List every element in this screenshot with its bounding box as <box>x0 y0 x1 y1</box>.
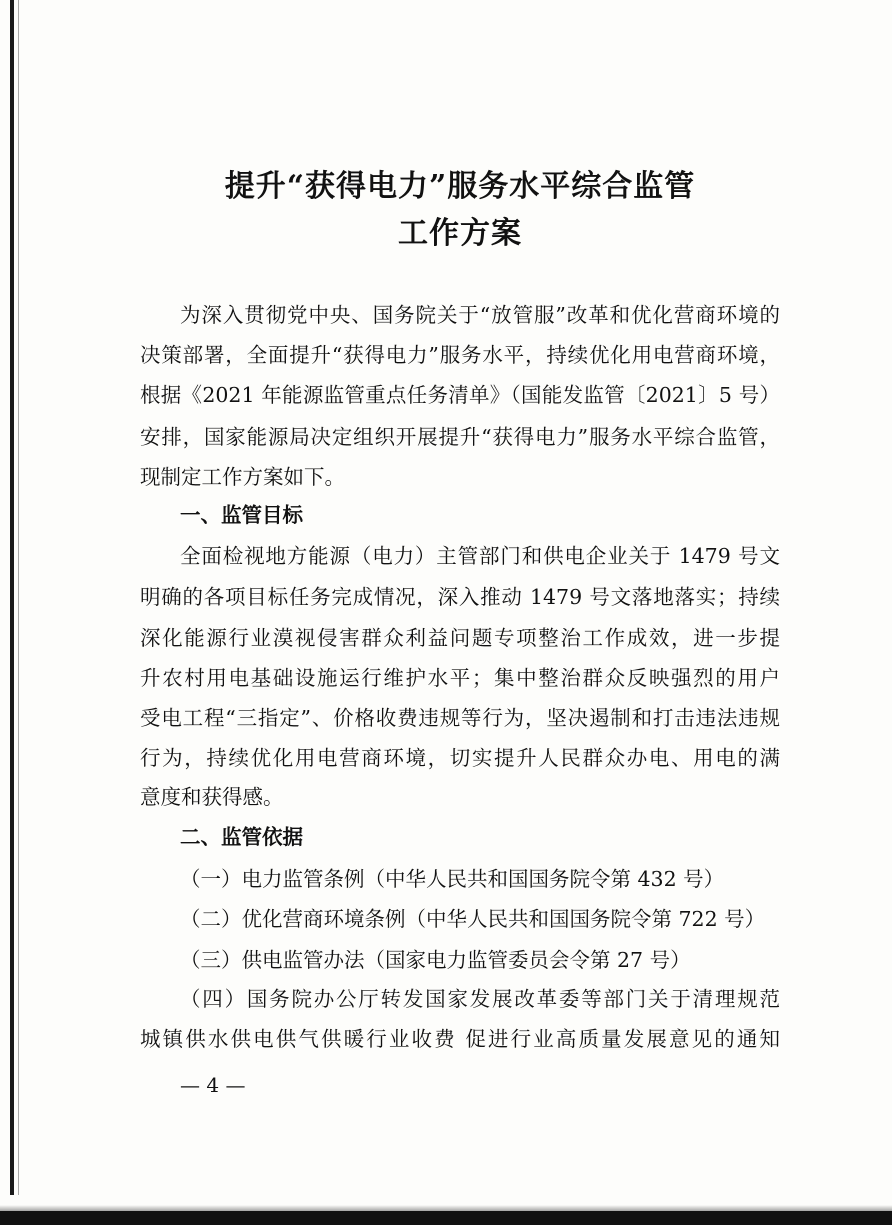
objectives-line-4: 升农村用电基础设施运行维护水平；集中整治群众反映强烈的用户 <box>140 666 780 690</box>
document-title-line-2: 工作方案 <box>398 216 522 251</box>
section-heading-basis: 二、监管依据 <box>180 825 303 849</box>
scan-bottom-edge <box>0 1211 892 1225</box>
intro-line-3: 根据《2021 年能源监管重点任务清单》（国能发监管〔2021〕5 号） <box>140 383 780 407</box>
intro-line-4: 安排，国家能源局决定组织开展提升“获得电力”服务水平综合监管， <box>140 425 780 449</box>
basis-item-2: （二）优化营商环境条例（中华人民共和国国务院令第 722 号） <box>180 907 766 931</box>
intro-line-1: 为深入贯彻党中央、国务院关于“放管服”改革和优化营商环境的 <box>180 303 780 327</box>
page-number: — 4 — <box>180 1073 246 1097</box>
basis-item-3: （三）供电监管办法（国家电力监管委员会令第 27 号） <box>180 948 691 972</box>
basis-item-4-line-2: 城镇供水供电供气供暖行业收费 促进行业高质量发展意见的通知 <box>140 1027 780 1051</box>
section-heading-objectives: 一、监管目标 <box>180 503 303 527</box>
basis-item-1: （一）电力监管条例（中华人民共和国国务院令第 432 号） <box>180 867 725 891</box>
basis-item-4-line-1: （四）国务院办公厅转发国家发展改革委等部门关于清理规范 <box>180 987 780 1011</box>
scan-binding-edge <box>10 0 14 1195</box>
objectives-line-2: 明确的各项目标任务完成情况，深入推动 1479 号文落地落实；持续 <box>140 585 780 609</box>
objectives-line-1: 全面检视地方能源（电力）主管部门和供电企业关于 1479 号文 <box>180 544 780 568</box>
objectives-line-5: 受电工程“三指定”、价格收费违规等行为，坚决遏制和打击违法违规 <box>140 706 780 730</box>
document-title-line-1: 提升“获得电力”服务水平综合监管 <box>224 169 696 204</box>
objectives-line-7: 意度和获得感。 <box>140 785 284 809</box>
objectives-line-6: 行为，持续优化用电营商环境，切实提升人民群众办电、用电的满 <box>140 746 780 770</box>
scan-binding-shadow <box>18 0 19 1195</box>
intro-line-2: 决策部署，全面提升“获得电力”服务水平，持续优化用电营商环境， <box>140 343 780 367</box>
intro-line-5: 现制定工作方案如下。 <box>140 465 345 489</box>
objectives-line-3: 深化能源行业漠视侵害群众利益问题专项整治工作成效，进一步提 <box>140 626 780 650</box>
